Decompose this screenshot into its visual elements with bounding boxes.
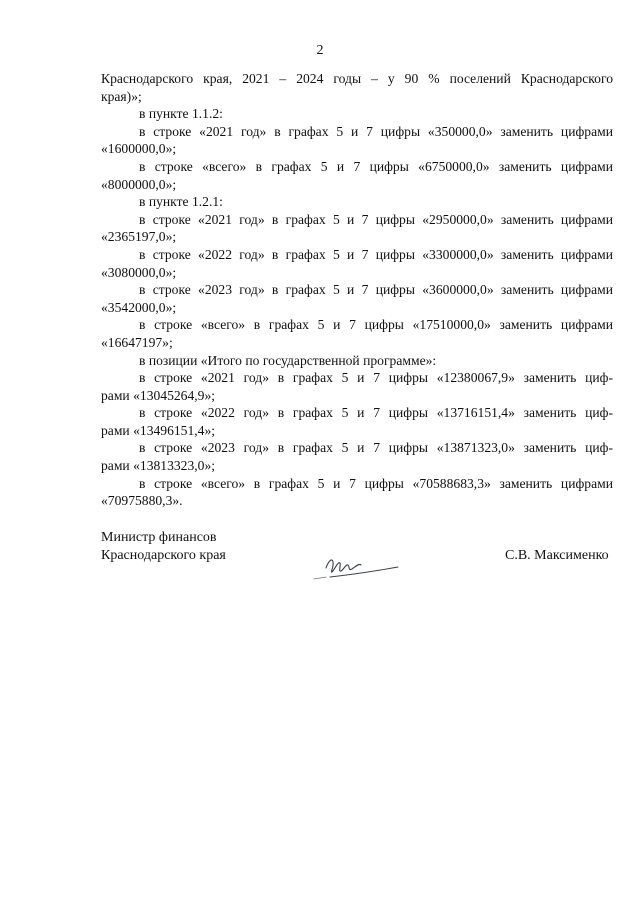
- text-line: в строке «всего» в графах 5 и 7 цифры «17510000,0» заменить цифрами: [139, 317, 613, 333]
- text-line: «70975880,3».: [101, 493, 183, 509]
- text-line: Краснодарского края, 2021 – 2024 годы – у 90 % поселений Краснодарского: [101, 71, 613, 86]
- text-line: «3080000,0»;: [101, 264, 177, 280]
- text-line: в строке «всего» в графах 5 и 7 цифры «70588683,3» заменить цифрами: [139, 475, 613, 491]
- text-line: в строке «2021 год» в графах 5 и 7 цифры «350000,0» заменить цифрами: [139, 123, 613, 139]
- text-line: в строке «2022 год» в графах 5 и 7 цифры «3300000,0» заменить цифрами: [139, 246, 613, 262]
- text-line: в строке «всего» в графах 5 и 7 цифры «6750000,0» заменить цифрами: [139, 158, 613, 174]
- text-line: в пункте 1.2.1:: [139, 194, 223, 210]
- amendment-text: [101, 70, 613, 510]
- page-number: 2: [316, 43, 324, 58]
- text-line: в строке «2023 год» в графах 5 и 7 цифры «3600000,0» заменить цифрами: [139, 282, 613, 298]
- text-line: в строке «2021 год» в графах 5 и 7 цифры «2950000,0» заменить цифрами: [139, 211, 613, 227]
- text-line: в позиции «Итого по государственной программе»:: [139, 352, 437, 368]
- text-line: в строке «2023 год» в графах 5 и 7 цифры «13871323,0» заменить циф-: [139, 440, 613, 456]
- text-line: рами «13496151,4»;: [101, 422, 216, 438]
- signatory-name: С.В. Максименко: [505, 548, 609, 563]
- text-line: «8000000,0»;: [101, 176, 177, 192]
- text-line: «3542000,0»;: [101, 299, 177, 315]
- text-line: «1600000,0»;: [101, 141, 177, 157]
- text-line: «2365197,0»;: [101, 229, 177, 245]
- text-line: в строке «2021 год» в графах 5 и 7 цифры «12380067,9» заменить циф-: [139, 370, 613, 386]
- signatory-title-line2: Краснодарского края: [101, 548, 226, 563]
- signatory-title-line1: Министр финансов: [101, 530, 217, 545]
- text-line: в пункте 1.1.2:: [139, 106, 223, 122]
- text-line: рами «13045264,9»;: [101, 387, 216, 403]
- handwritten-signature: [308, 548, 418, 588]
- text-line: в строке «2022 год» в графах 5 и 7 цифры «13716151,4» заменить циф-: [139, 405, 613, 421]
- text-line: края)»;: [101, 88, 142, 104]
- text-line: рами «13813323,0»;: [101, 458, 216, 474]
- text-line: «16647197»;: [101, 334, 173, 350]
